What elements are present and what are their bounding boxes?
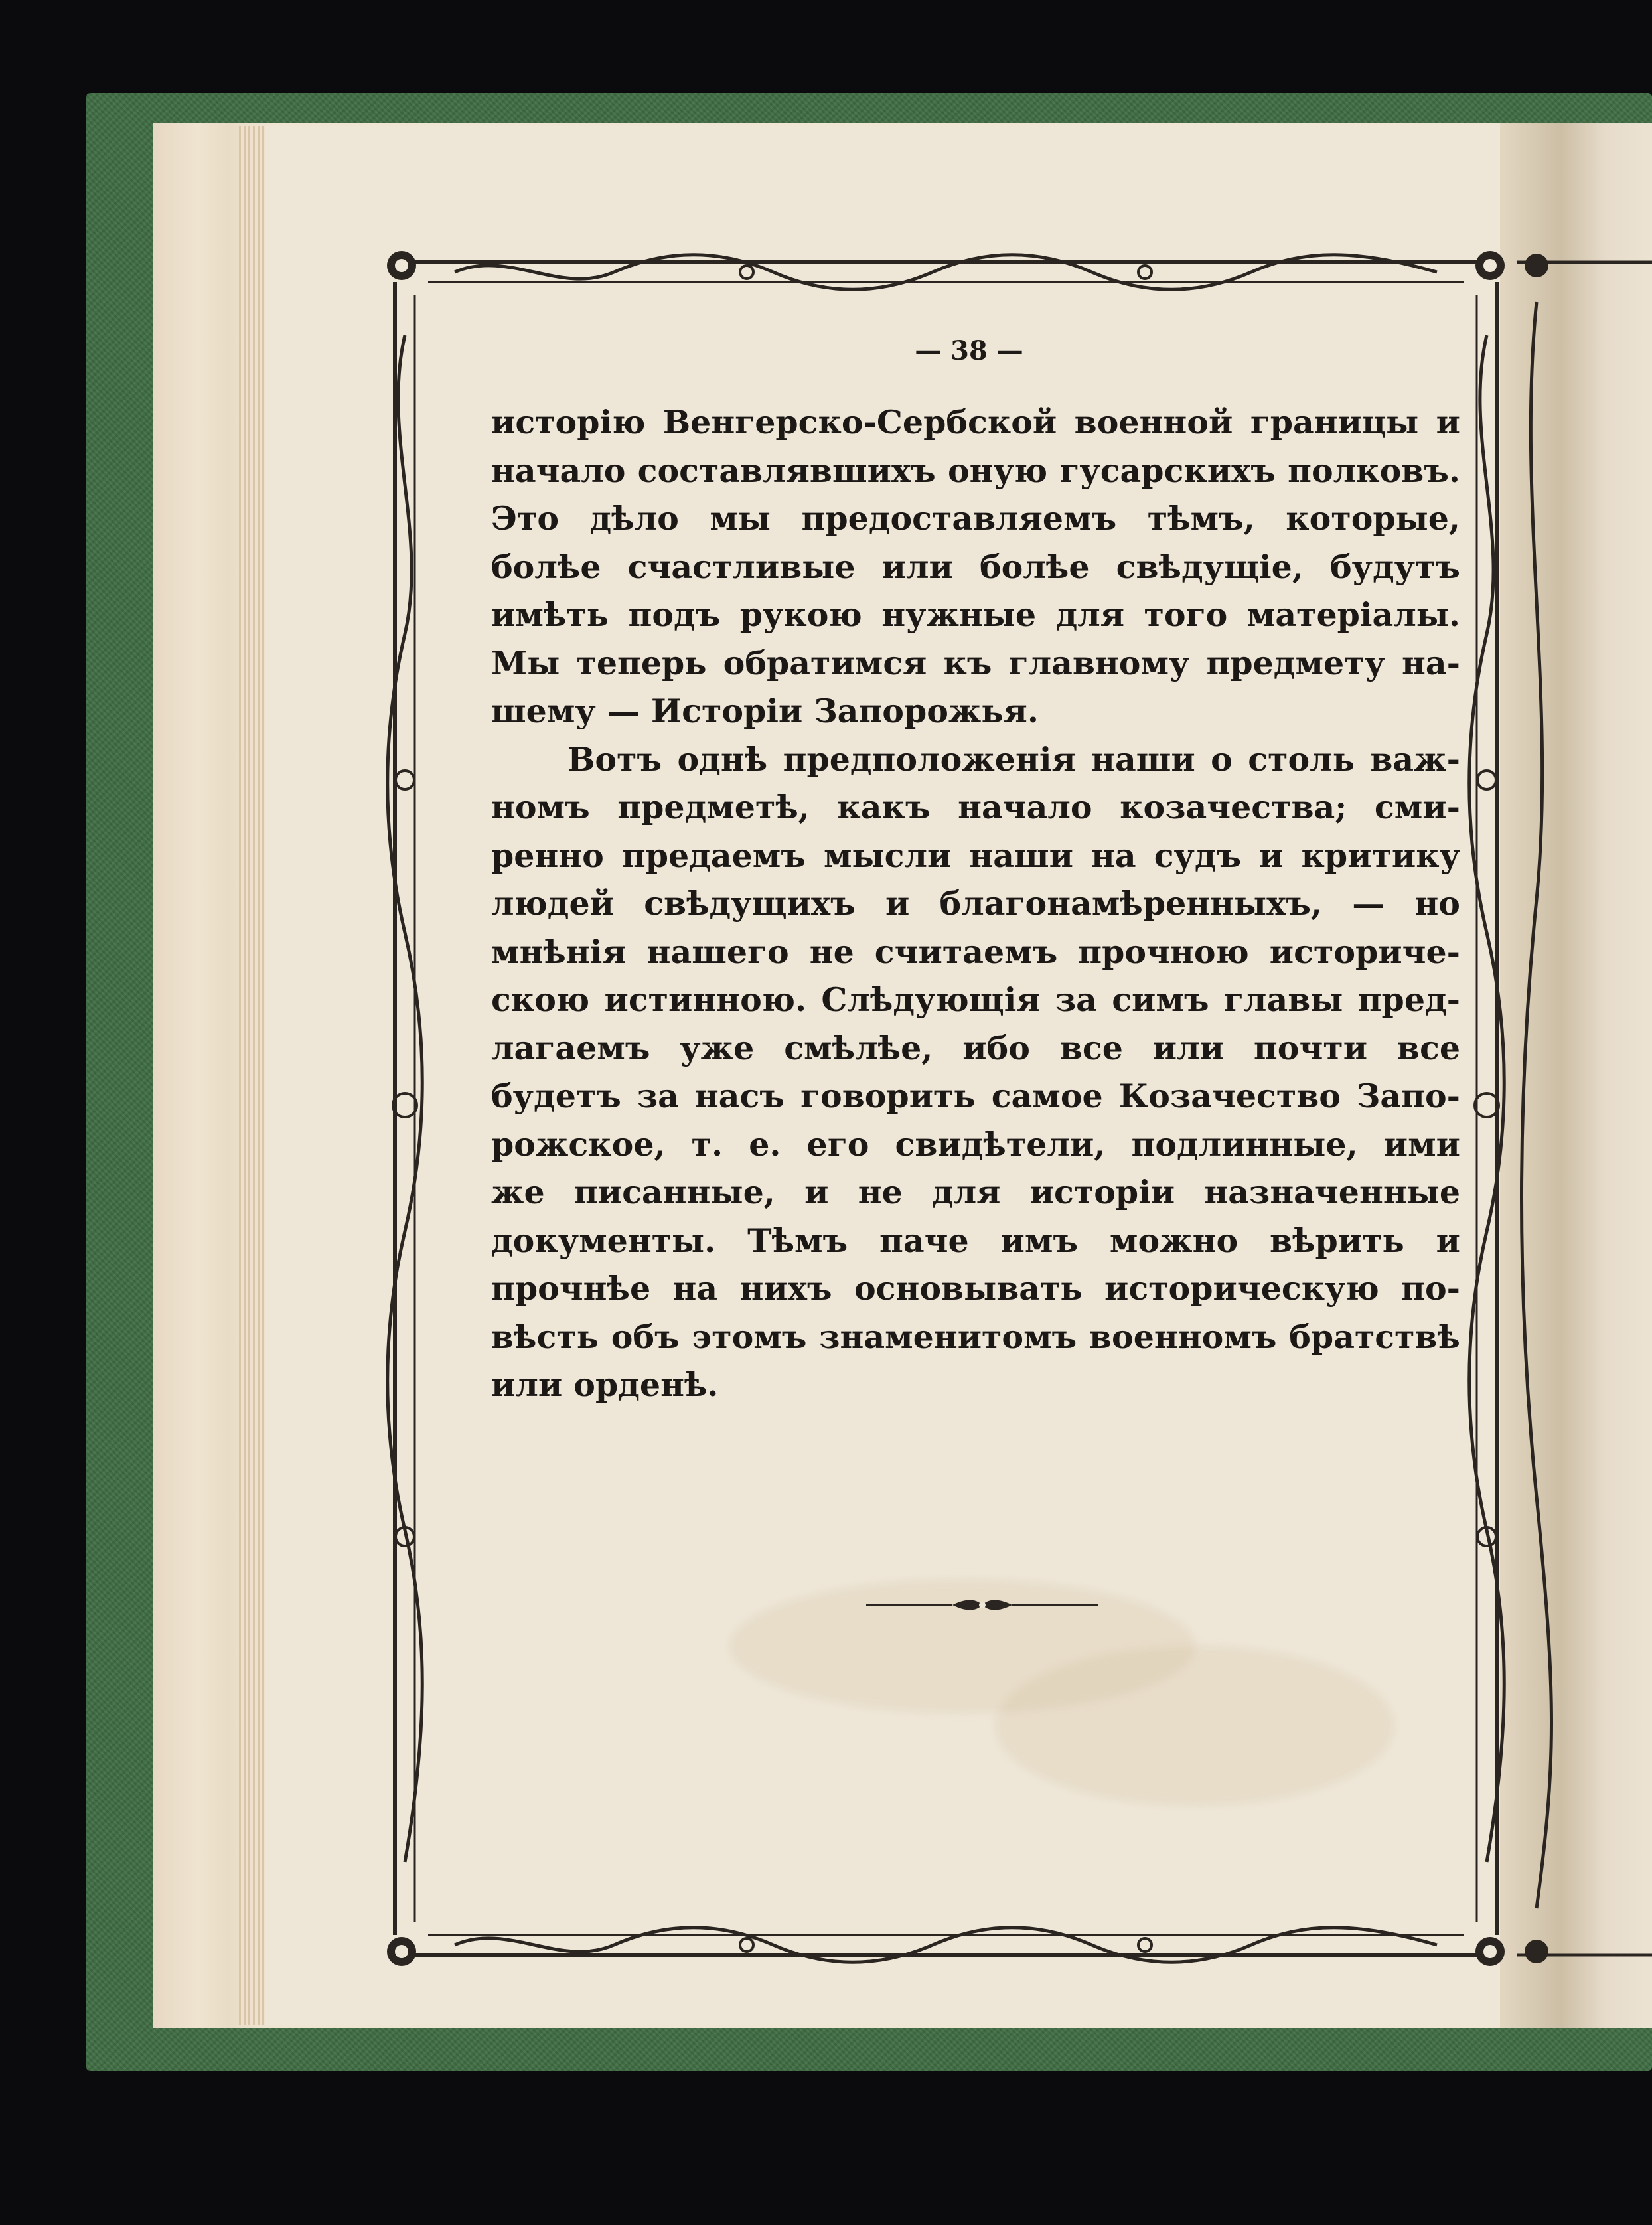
text-line: рожское, т. е. его свидѣтели, подлинные, ими [491,1124,1460,1164]
text-line: Это дѣло мы предоставляемъ тѣмъ, которые, [491,499,1460,538]
text-line: мнѣнія нашего не считаемъ прочною историче- [491,932,1460,971]
text-line: болѣе счастливые или болѣе свѣдущіе, будутъ [491,547,1460,586]
text-line: ренно предаемъ мысли наши на судъ и критику [491,836,1460,875]
facing-page-border [1517,236,1652,1975]
text-line: или орденѣ. [491,1365,719,1404]
text-line: документы. Тѣмъ паче имъ можно вѣрить и [491,1221,1460,1260]
page-edges [239,126,265,2025]
page-text [491,398,1460,1409]
text-line: имѣть подъ рукою нужные для того матеріалы. [491,595,1460,634]
text-line: шему — Исторіи Запорожья. [491,692,1039,730]
text-line: лагаемъ уже смѣлѣе, ибо все или почти все [491,1028,1460,1067]
text-line: Вотъ однѣ предположенія наши о столь важ- [567,739,1460,779]
end-ornament-rule [866,1596,1098,1614]
text-line: Мы теперь обратимся къ главному предмету на- [491,643,1460,682]
text-line: людей свѣдущихъ и благонамѣренныхъ, — но [491,884,1460,923]
page-number: — 38 — [915,335,1023,366]
text-line: же писанные, и не для исторіи назначенные [491,1173,1460,1211]
text-line: скою истинною. Слѣдующія за симъ главы пред- [491,980,1460,1019]
text-line: номъ предметѣ, какъ начало козачества; сми- [491,788,1460,826]
text-line: исторію Венгерско-Сербской военной границы и [491,403,1460,441]
text-line: вѣсть объ этомъ знаменитомъ военномъ братствѣ [491,1317,1460,1356]
text-line: прочнѣе на нихъ основывать историческую по- [491,1269,1460,1308]
text-line: будетъ за насъ говорить самое Козачество Запо- [491,1077,1460,1115]
text-line: начало составлявшихъ оную гусарскихъ полковъ. [491,451,1460,490]
